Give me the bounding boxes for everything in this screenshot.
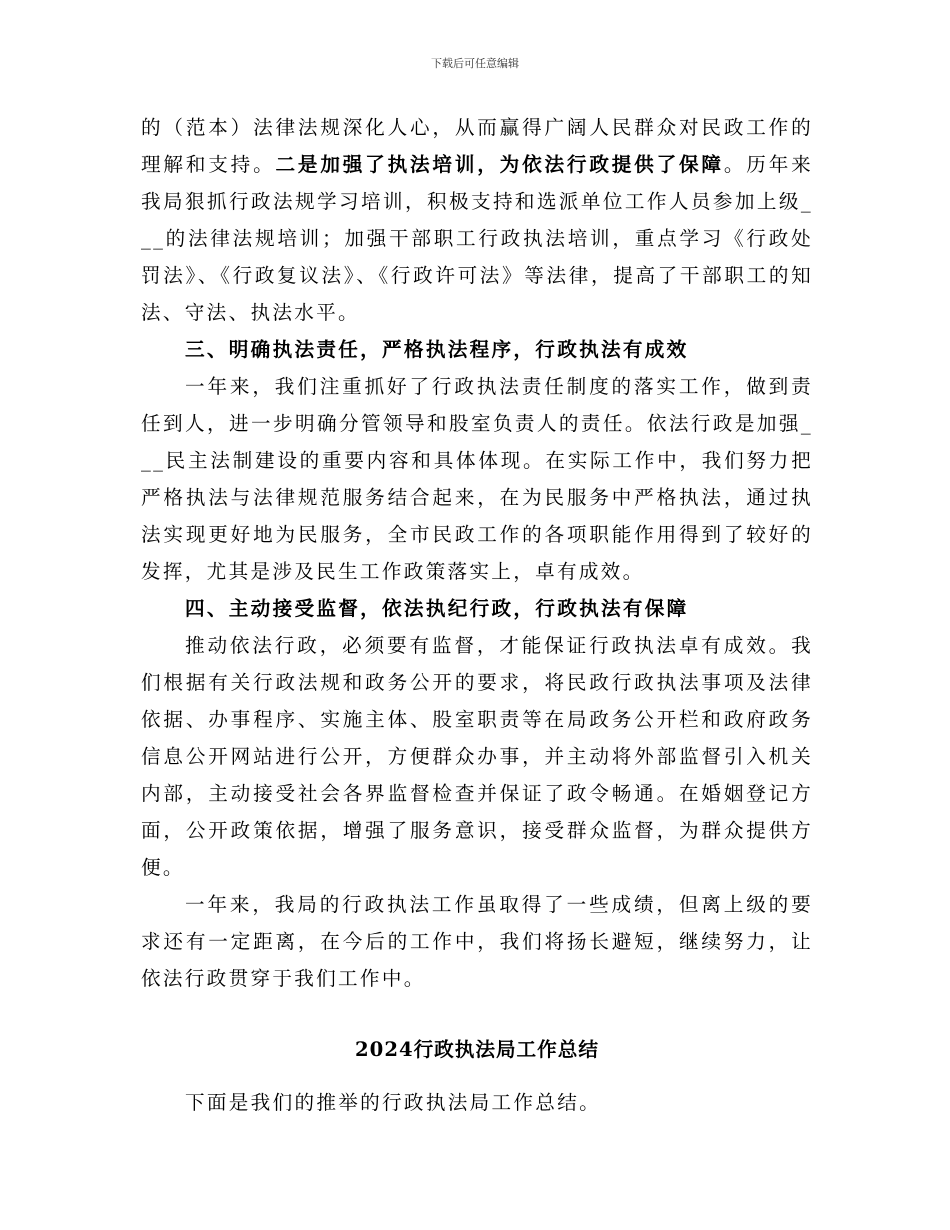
section-heading-4: 四、主动接受监督，依法执纪行政，行政执法有保障 bbox=[185, 597, 689, 620]
paragraph-text-end: 。历年来我局狠抓行政法规学习培训，积极支持和选派单位工作人员参加上级___的法律法规培训；加强干部职工行政执法培训，重点学习《行政处罚法》、《行政复议法》、《行政许可法》等法律，提高了干部职工的知法、守法、执法水平。 bbox=[141, 153, 814, 324]
paragraph-continued bbox=[141, 109, 813, 331]
document-title: 2024行政执法局工作总结 bbox=[355, 1038, 599, 1061]
paragraph-supervision: 推动依法行政，必须要有监督，才能保证行政执法卓有成效。我们根据有关行政法规和政务公开的要求，将民政行政执法事项及法律依据、办事程序、实施主体、股室职责等在局政务公开栏和政府政务信息公开网站进行公开，方便群众办事，并主动将外部监督引入机关内部，主动接受社会各界监督检查并保证了政令畅通。在婚姻登记方面，公开政策依据，增强了服务意识，接受群众监督，为群众提供方便。 bbox=[141, 634, 813, 879]
paragraph-conclusion: 一年来，我局的行政执法工作虽取得了一些成绩，但离上级的要求还有一定距离，在今后的工作中，我们将扬长避短，继续努力，让依法行政贯穿于我们工作中。 bbox=[141, 893, 813, 990]
paragraph-bold-text: 二是加强了执法培训，为依法行政提供了保障 bbox=[275, 153, 724, 176]
paragraph-responsibility: 一年来，我们注重抓好了行政执法责任制度的落实工作，做到责任到人，进一步明确分管领导和股室负责人的责任。依法行政是加强___民主法制建设的重要内容和具体体现。在实际工作中，我们努力把严格执法与法律规范服务结合起来，在为民服务中严格执法，通过执法实现更好地为民服务，全市民政工作的各项职能作用得到了较好的发挥，尤其是涉及民生工作政策落实上，卓有成效。 bbox=[141, 375, 813, 583]
paragraph-intro: 下面是我们的推举的行政执法局工作总结。 bbox=[185, 1091, 601, 1114]
paragraph-text: 的（范本）法律法规深化人心，从而赢得广阔人民群众对民政工作的理解和支持。 bbox=[141, 116, 813, 176]
document-body bbox=[141, 109, 813, 1121]
section-heading-3: 三、明确执法责任，严格执法程序，行政执法有成效 bbox=[185, 338, 689, 361]
page-header: 下载后可任意编辑 bbox=[431, 57, 519, 70]
